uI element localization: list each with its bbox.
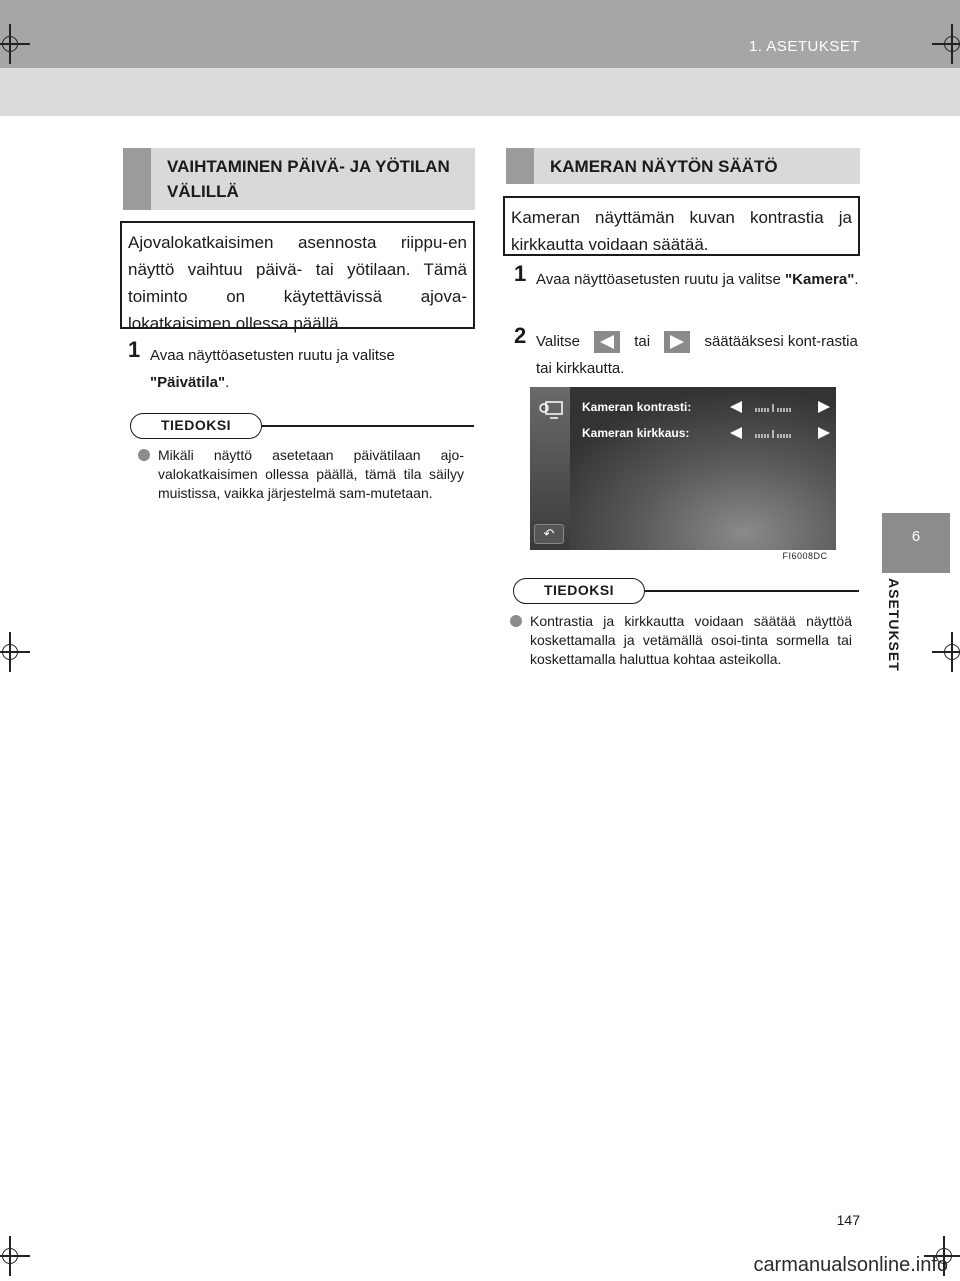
- page-number: 147: [836, 1212, 860, 1228]
- section-heading-bar: [506, 148, 534, 184]
- brightness-row: [582, 422, 822, 444]
- chapter-title: 1. ASETUKSET: [748, 38, 860, 55]
- intro-box-day-night: Ajovalokatkaisimen asennosta riippu-en näyttö vaihtuu päivä- tai yötilaan. Tämä toiminto on käytettävissä ajova-lokatkaisimen ollessa päällä.: [120, 221, 475, 329]
- image-code: FI6008DC: [774, 550, 836, 562]
- contrast-label: Kameran kontrasti:: [582, 400, 692, 414]
- section-heading-text: VAIHTAMINEN PÄIVÄ- JA YÖTILAN VÄLILLÄ: [167, 157, 450, 201]
- header-subband: [0, 68, 960, 116]
- brightness-increase-icon: [818, 427, 830, 439]
- step-1-camera: 1 Avaa näyttöasetusten ruutu ja valitse "Kamera".: [514, 261, 859, 288]
- watermark: carmanualsonline.info: [753, 1254, 948, 1276]
- step-number: 1: [128, 337, 141, 362]
- crop-mark-icon: [0, 640, 22, 664]
- section-heading-bar: [123, 148, 151, 210]
- intro-box-camera: Kameran näyttämän kuvan kontrastia ja kirkkautta voidaan säätää.: [503, 196, 860, 256]
- crop-mark-icon: [940, 640, 960, 664]
- left-arrow-button-icon: [594, 331, 620, 353]
- section-heading-camera: [506, 148, 860, 184]
- section-heading-text: KAMERAN NÄYTÖN SÄÄTÖ: [550, 157, 778, 176]
- section-heading-day-night: [123, 148, 475, 210]
- contrast-decrease-icon: [730, 401, 742, 413]
- step-number: 1: [514, 261, 527, 286]
- contrast-row: [582, 396, 822, 418]
- bullet-icon: [138, 449, 150, 461]
- contrast-slider[interactable]: [730, 399, 830, 415]
- note-day-night: Mikäli näyttö asetetaan päivätilaan ajo-valokatkaisimen ollessa päällä, tämä tila säilyy muistissa, vaikka järjestelmä sam-mutetaan.: [158, 446, 464, 503]
- header-band: [0, 0, 960, 68]
- brightness-label: Kameran kirkkaus:: [582, 426, 690, 440]
- crop-mark-icon: [940, 32, 960, 56]
- back-arrow-icon: ↶: [543, 526, 555, 541]
- crop-mark-icon: [0, 32, 22, 56]
- crop-mark-icon: [0, 1244, 22, 1268]
- note-divider: [262, 425, 474, 427]
- note-camera: Kontrastia ja kirkkautta voidaan säätää näyttöä koskettamalla ja vetämällä osoi-tinta sormella tai koskettamalla haluttua kohtaa asteikolla.: [530, 612, 852, 669]
- settings-gear-icon: [538, 399, 564, 421]
- camera-settings-screenshot: [530, 387, 836, 550]
- chapter-tab-label: ASETUKSET: [886, 578, 902, 672]
- bullet-icon: [510, 615, 522, 627]
- note-label: TIEDOKSI: [513, 578, 645, 604]
- back-button[interactable]: [534, 524, 564, 544]
- chapter-tab-number: 6: [911, 528, 921, 545]
- contrast-increase-icon: [818, 401, 830, 413]
- note-divider: [645, 590, 859, 592]
- note-label: TIEDOKSI: [130, 413, 262, 439]
- step-2-camera: 2 Valitse tai säätääksesi kont-rastia tai kirkkautta.: [514, 323, 858, 377]
- brightness-slider[interactable]: [730, 425, 830, 441]
- step-number: 2: [514, 323, 527, 348]
- right-arrow-button-icon: [664, 331, 690, 353]
- step-1-day-night: 1 Avaa näyttöasetusten ruutu ja valitse "Päivätila".: [128, 337, 395, 391]
- brightness-decrease-icon: [730, 427, 742, 439]
